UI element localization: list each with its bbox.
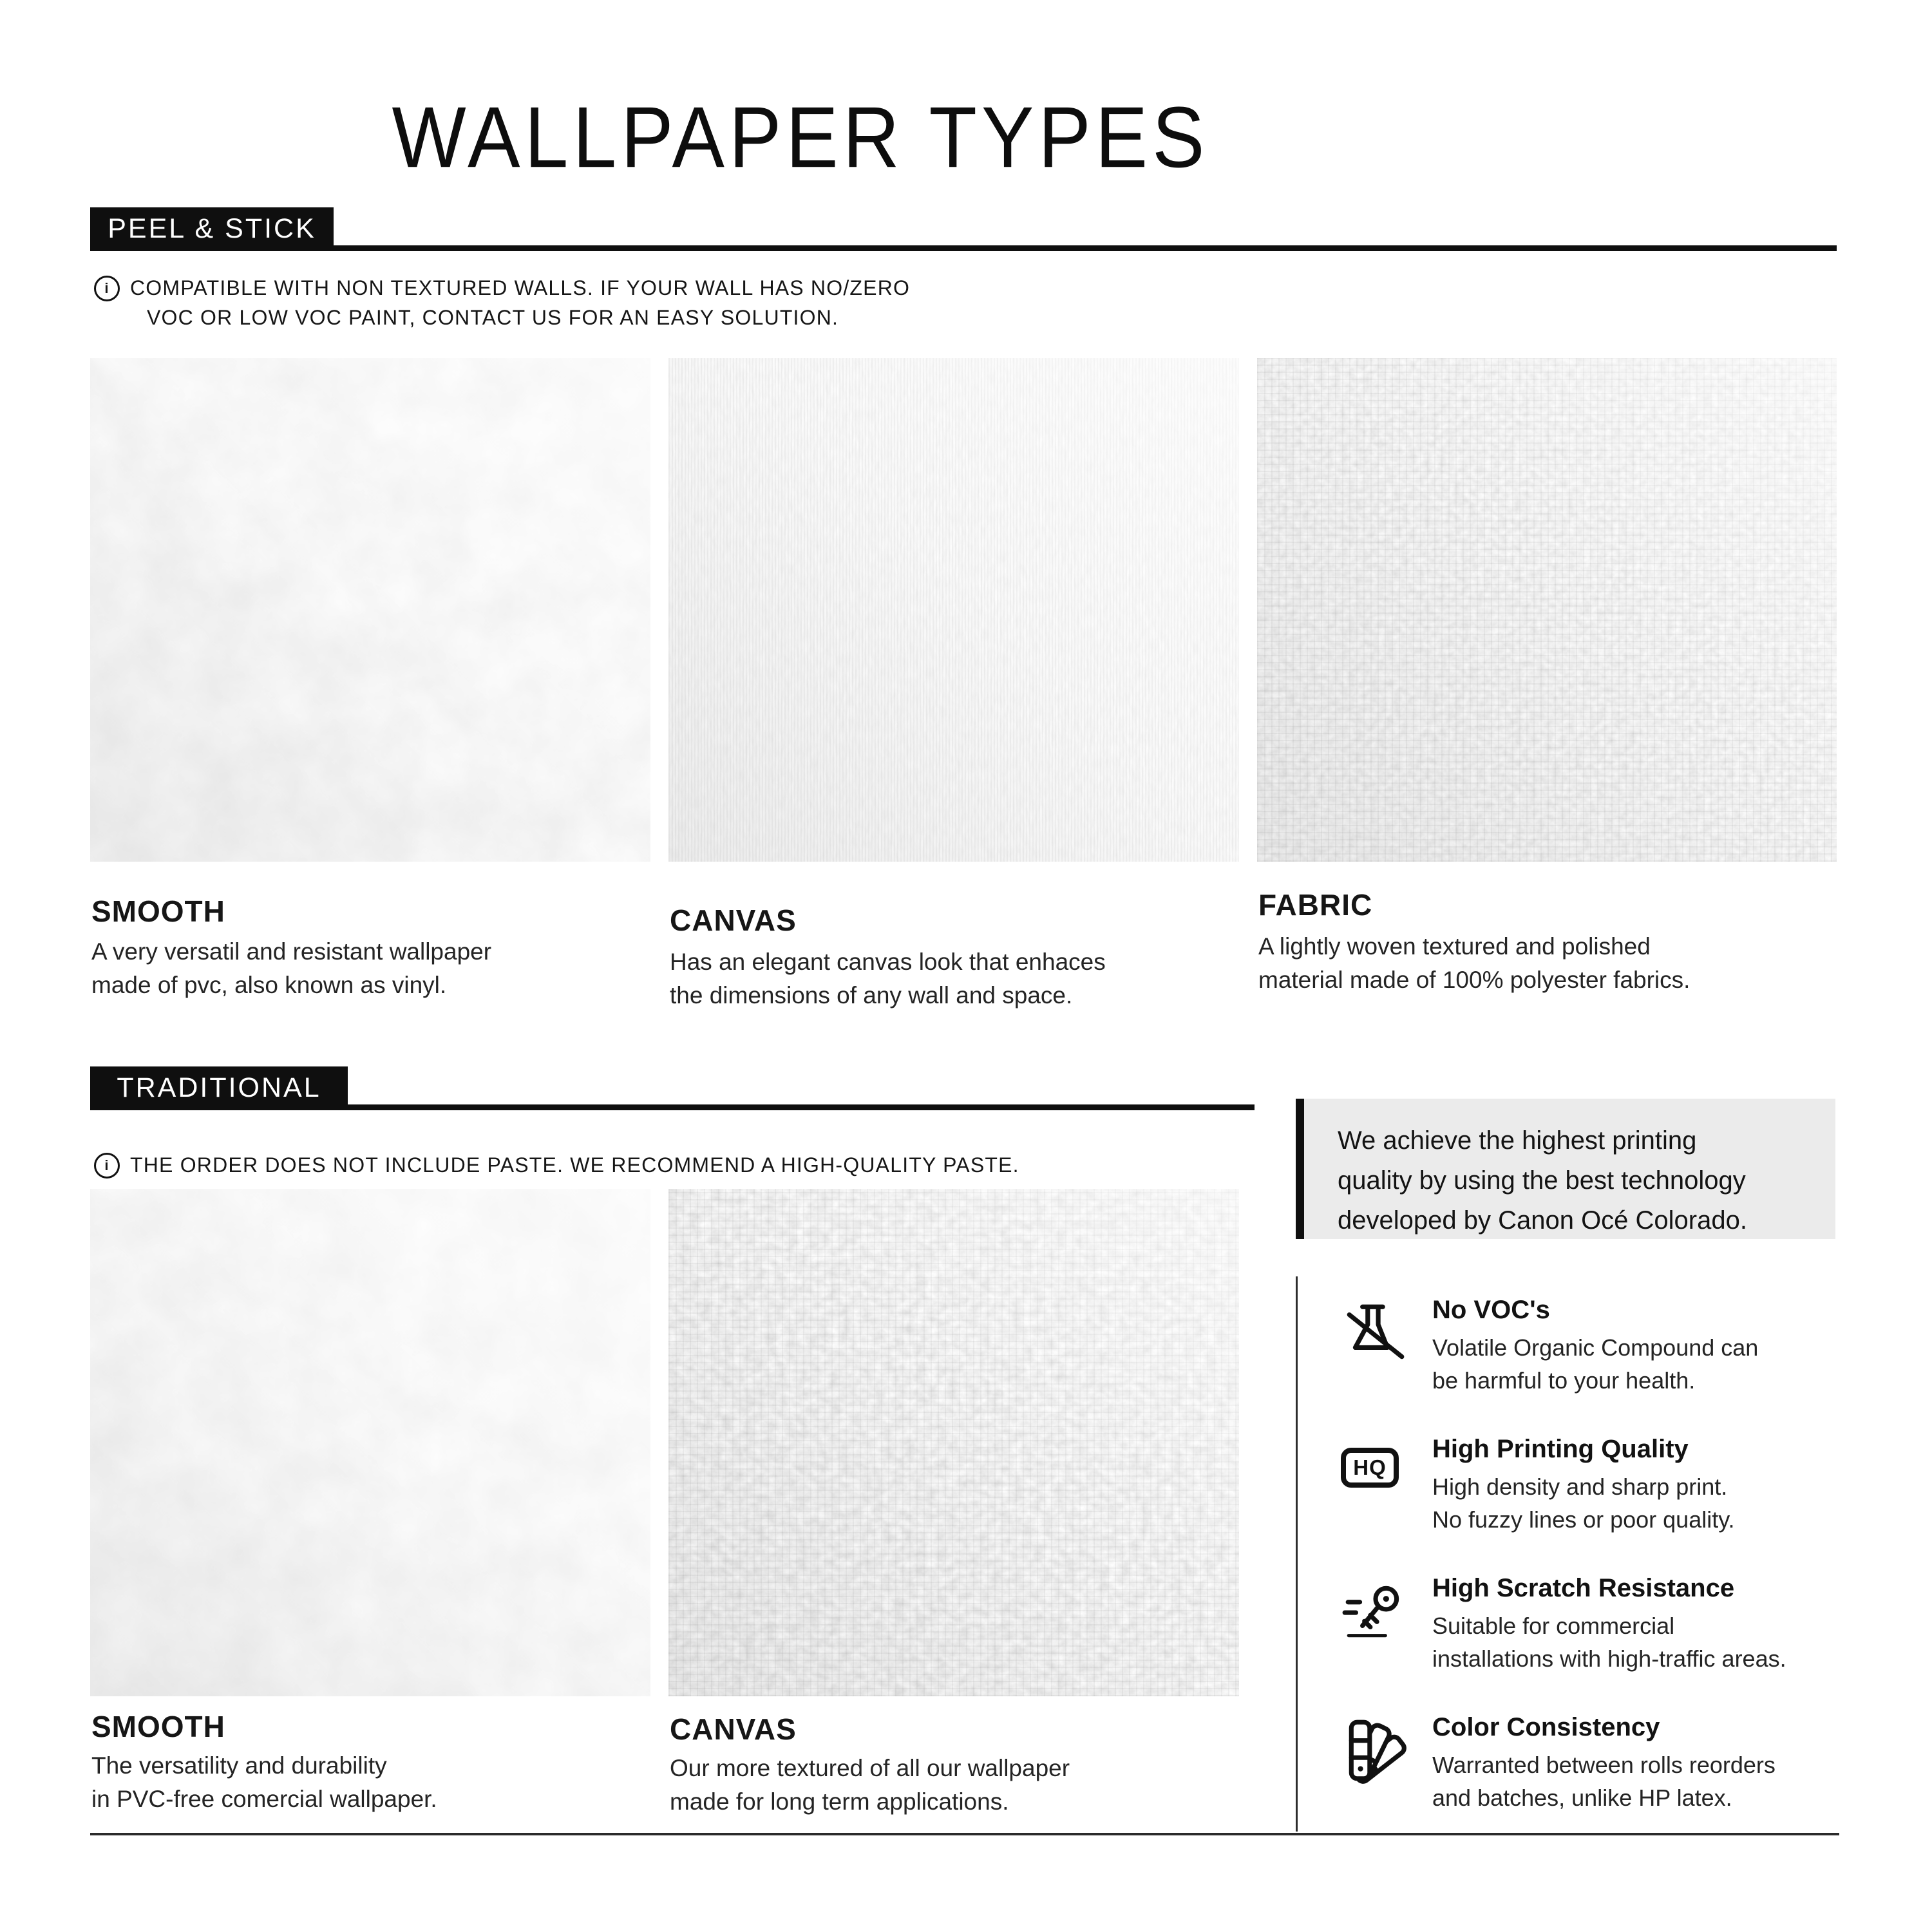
peel-stick-note xyxy=(94,273,910,332)
swatch-title-smooth: SMOOTH xyxy=(91,1710,225,1743)
swatch-shading xyxy=(90,1189,650,1696)
swatch-shading xyxy=(668,358,1239,862)
swatch-description: The versatility and durability in PVC-free comercial wallpaper. xyxy=(91,1752,437,1812)
feature-title: No VOC's xyxy=(1432,1296,1550,1324)
peel-stick-note-text: COMPATIBLE WITH NON TEXTURED WALLS. IF YOUR WALL HAS NO/ZERO VOC OR LOW VOC PAINT, CONTACT US FOR AN EASY SOLUTION. xyxy=(130,276,911,329)
swatch-peel-fabric xyxy=(1257,358,1837,862)
traditional-section-label: TRADITIONAL xyxy=(117,1072,321,1103)
swatch-title-canvas: CANVAS xyxy=(670,904,797,937)
printing-quality-text: We achieve the highest printing quality by using the best technology developed by Canon Océ Colorado. xyxy=(1338,1126,1747,1235)
feature-description: Volatile Organic Compound can be harmful to your health. xyxy=(1432,1334,1759,1394)
printing-quality-callout xyxy=(1296,1099,1835,1239)
feature-description: Suitable for commercial installations with high-traffic areas. xyxy=(1432,1613,1786,1672)
traditional-note-text: THE ORDER DOES NOT INCLUDE PASTE. WE RECOMMEND A HIGH-QUALITY PASTE. xyxy=(130,1153,1019,1177)
traditional-section-tag xyxy=(90,1066,348,1109)
scratch-key-icon xyxy=(1341,1577,1409,1645)
swatch-description: A very versatil and resistant wallpaper made of pvc, also known as vinyl. xyxy=(91,938,492,998)
feature-color-consistency xyxy=(1341,1713,1856,1814)
swatch-peel-canvas xyxy=(668,358,1239,862)
hq-badge-icon: HQ xyxy=(1341,1437,1409,1506)
color-swatch-fan-icon xyxy=(1341,1716,1409,1784)
feature-high-scratch-resistance xyxy=(1341,1574,1856,1675)
peel-stick-section-tag xyxy=(90,207,334,250)
peel-stick-underline xyxy=(90,245,1837,251)
swatch-title-canvas: CANVAS xyxy=(670,1712,797,1746)
page-title: WALLPAPER TYPES xyxy=(392,89,1209,185)
swatch-shading xyxy=(90,358,650,862)
feature-title: High Printing Quality xyxy=(1432,1435,1689,1463)
swatch-description: Our more textured of all our wallpaper made for long term applications. xyxy=(670,1755,1070,1815)
footer-divider-line xyxy=(90,1833,1839,1835)
info-icon: i xyxy=(94,276,120,301)
swatch-description: Has an elegant canvas look that enhaces the dimensions of any wall and space. xyxy=(670,949,1106,1009)
no-voc-flask-icon xyxy=(1341,1298,1409,1367)
feature-high-printing-quality xyxy=(1341,1435,1856,1536)
swatch-shading xyxy=(1257,358,1837,862)
feature-title: High Scratch Resistance xyxy=(1432,1574,1735,1602)
feature-title: Color Consistency xyxy=(1432,1713,1660,1741)
swatch-description: A lightly woven textured and polished material made of 100% polyester fabrics. xyxy=(1258,933,1690,993)
swatch-title-fabric: FABRIC xyxy=(1258,888,1373,922)
features-divider-line xyxy=(1296,1276,1298,1832)
swatch-traditional-canvas xyxy=(668,1189,1239,1696)
feature-description: High density and sharp print. No fuzzy lines or poor quality. xyxy=(1432,1473,1735,1533)
swatch-traditional-smooth xyxy=(90,1189,650,1696)
feature-description: Warranted between rolls reorders and batches, unlike HP latex. xyxy=(1432,1752,1776,1811)
peel-stick-section-label: PEEL & STICK xyxy=(108,213,316,244)
swatch-title-smooth: SMOOTH xyxy=(91,895,225,928)
feature-no-voc xyxy=(1341,1296,1856,1397)
traditional-note xyxy=(94,1150,1019,1180)
swatch-peel-smooth xyxy=(90,358,650,862)
swatch-shading xyxy=(668,1189,1239,1696)
info-icon: i xyxy=(94,1153,120,1179)
